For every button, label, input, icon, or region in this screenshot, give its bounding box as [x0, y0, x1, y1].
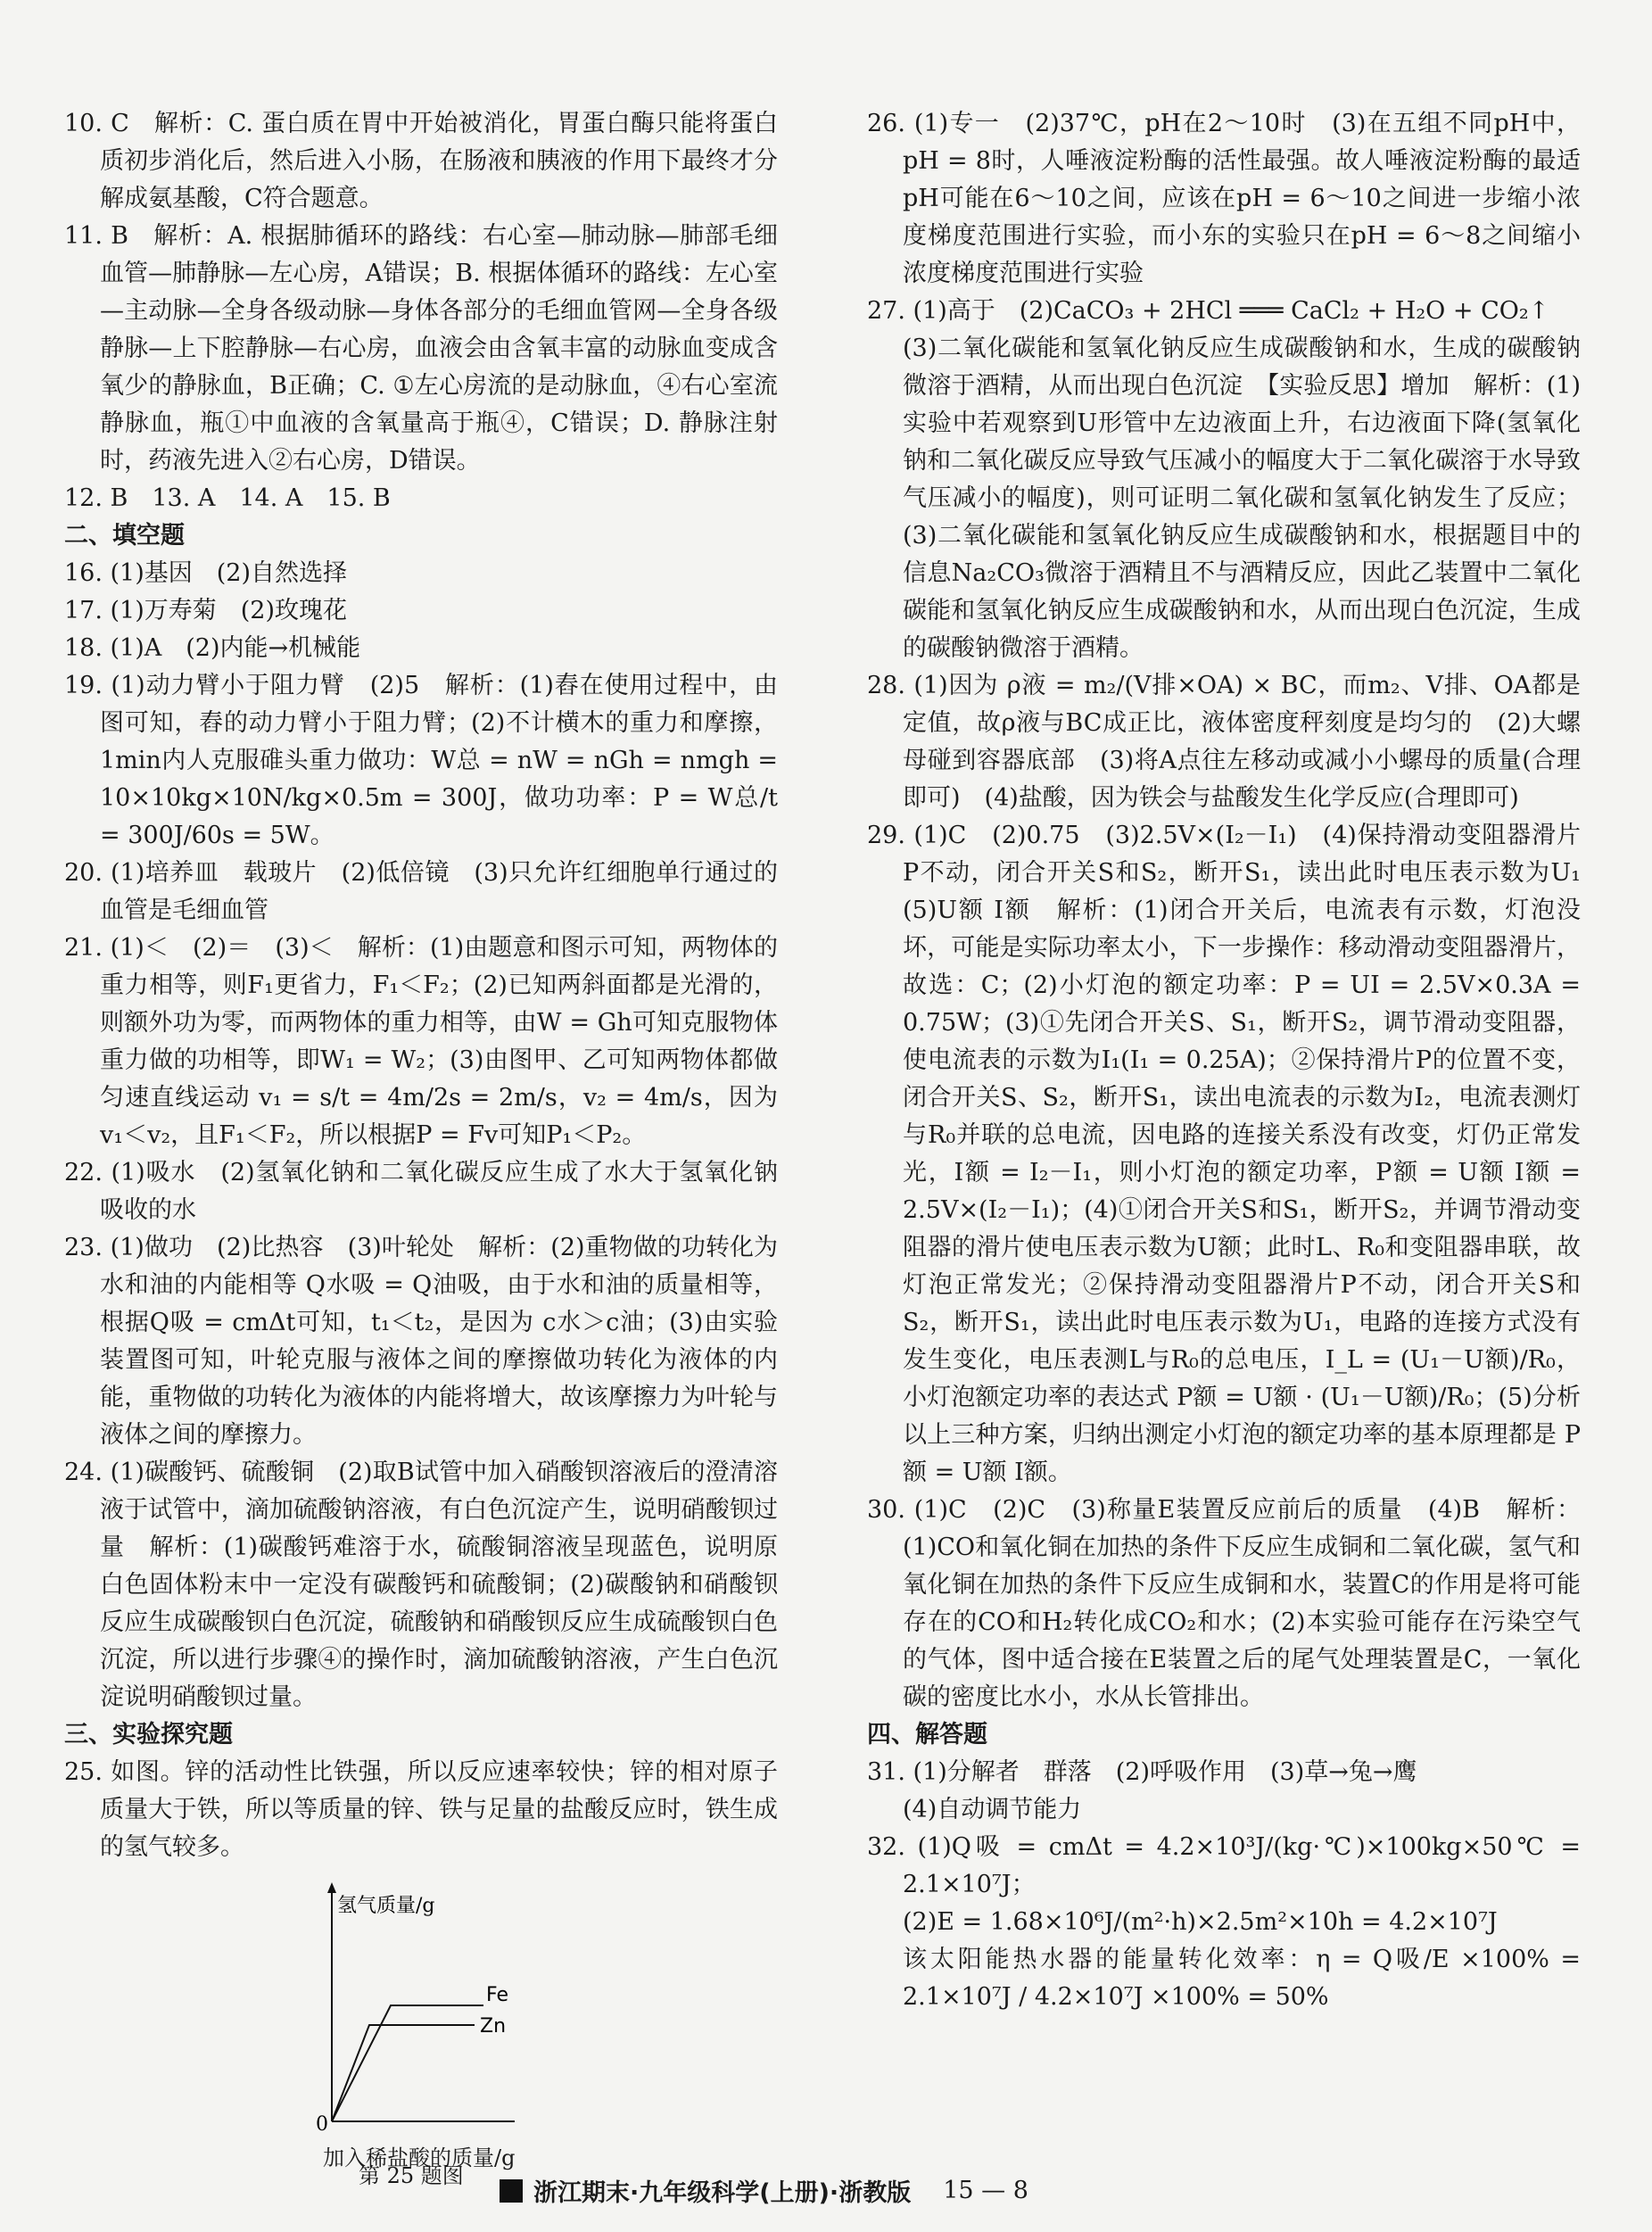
- answer-item: 26. (1)专一 (2)37℃，pH在2～10时 (3)在五组不同pH中，pH = 8时，人唾液淀粉酶的活性最强。故人唾液淀粉酶的最适pH可能在6～10之间，应该在pH = 6～10之间进一步缩小浓度梯度范围进行实验，而小东的实验只在pH = 6～8之间缩小浓度梯度范围进行实验: [867, 110, 1581, 287]
- figure-caption: 第 25 题图: [359, 2163, 464, 2188]
- answer-item: 32. (1)Q吸 = cmΔt = 4.2×10³J/(kg·℃)×100kg×50℃ = 2.1×10⁷J；: [867, 1833, 1581, 1898]
- answer-item: 24. (1)碳酸钙、硫酸铜 (2)取B试管中加入硝酸钡溶液后的澄清溶液于试管中，滴加硫酸钠溶液，有白色沉淀产生，说明硝酸钡过量 解析：(1)碳酸钙难溶于水，硫酸铜溶液呈现蓝色，说明原白色固体粉末中一定没有碳酸钙和硫酸铜；(2)碳酸钠和硝酸钡反应生成碳酸钡白色沉淀，硫酸钠和硝酸钡反应生成硫酸钡白色沉淀，所以进行步骤④的操作时，滴加硫酸钠溶液，产生白色沉淀说明硝酸钡过量。: [64, 1459, 778, 1711]
- page-footer: [500, 2173, 1177, 2208]
- page-number: 15 — 8: [943, 2177, 1028, 2204]
- answer-item: 30. (1)C (2)C (3)称量E装置反应前后的质量 (4)B 解析：(1)CO和氧化铜在加热的条件下反应生成铜和二氧化碳，氢气和氧化铜在加热的条件下反应生成铜和水，装置C的作用是将可能存在的CO和H₂转化成CO₂和水；(2)本实验可能存在污染空气的气体，图中适合接在E装置之后的尾气处理装置是C，一氧化碳的密度比水小，水从长管排出。: [867, 1496, 1581, 1711]
- answer-item: 22. (1)吸水 (2)氢氧化钠和二氧化碳反应生成了水大于氢氧化钠吸收的水: [64, 1159, 778, 1224]
- answer-item: 28. (1)因为 ρ液 = m₂/(V排×OA) × BC，而m₂、V排、OA都是定值，故ρ液与BC成正比，液体密度秤刻度是均匀的 (2)大螺母碰到容器底部 (3)将A点往左移动或减小小螺母的质量(合理即可) (4)盐酸，因为铁会与盐酸发生化学反应(合理即可): [867, 672, 1581, 812]
- footer-square-icon: [500, 2179, 523, 2203]
- fe-label: Fe: [486, 1984, 508, 2006]
- answer-item: 10. C 解析：C. 蛋白质在胃中开始被消化，胃蛋白酶只能将蛋白质初步消化后，然后进入小肠，在肠液和胰液的作用下最终才分解成氨基酸，C符合题意。: [64, 110, 778, 212]
- section-heading: 三、实验探究题: [64, 1721, 233, 1748]
- left-column: [64, 105, 778, 2195]
- zn-label: Zn: [480, 2015, 507, 2038]
- y-axis-label: 氢气质量/g: [337, 1895, 435, 1917]
- answer-item: 16. (1)基因 (2)自然选择: [64, 559, 348, 587]
- x-axis-label: 加入稀盐酸的质量/g: [323, 2145, 516, 2170]
- answer-item: 27. (1)高于 (2)CaCO₃ + 2HCl ═══ CaCl₂ + H₂O + CO₂↑: [867, 297, 1549, 325]
- answer-item: 18. (1)A (2)内能→机械能: [64, 634, 361, 662]
- section-heading: 二、填空题: [64, 522, 185, 550]
- answer-item: 21. (1)＜ (2)＝ (3)＜ 解析：(1)由题意和图示可知，两物体的重力相等，则F₁更省力，F₁＜F₂；(2)已知两斜面都是光滑的，则额外功为零，而两物体的重力相等，由W = Gh可知克服物体重力做的功相等，即W₁ = W₂；(3)由图甲、乙可知两物体都做匀速直线运动 v₁ = s/t = 4m/2s = 2m/s，v₂ = 4m/s，因为 v₁＜v₂，且F₁＜F₂，所以根据P = Fv可知P₁＜P₂。: [64, 934, 778, 1149]
- answer-item: 17. (1)万寿菊 (2)玫瑰花: [64, 597, 348, 624]
- answer-item: 19. (1)动力臂小于阻力臂 (2)5 解析：(1)舂在使用过程中，由图可知，舂的动力臂小于阻力臂；(2)不计横木的重力和摩擦，1min内人克服碓头重力做功：W总 = nW = nGh = nmgh = 10×10kg×10N/kg×0.5m = 300J，做功功率：P = W总/t = 300J/60s = 5W。: [64, 672, 778, 849]
- zn-line: [332, 2025, 475, 2121]
- origin-label: 0: [316, 2113, 328, 2136]
- footer-title: 浙江期末·九年级科学(上册)·浙教版: [533, 2179, 912, 2207]
- answer-item: 12. B 13. A 14. A 15. B: [64, 484, 391, 512]
- section-heading: 四、解答题: [867, 1721, 987, 1748]
- figure-25: [64, 1872, 778, 2170]
- answer-item: 20. (1)培养皿 载玻片 (2)低倍镜 (3)只允许红细胞单行通过的血管是毛细血管: [64, 859, 778, 924]
- answer-item: 29. (1)C (2)0.75 (3)2.5V×(I₂－I₁) (4)保持滑动变阻器滑片P不动，闭合开关S和S₂，断开S₁，读出此时电压表示数为U₁ (5)U额 I额 解析：(1)闭合开关后，电流表有示数，灯泡没坏，可能是实际功率太小，下一步操作：移动滑动变阻器滑片，故选：C；(2)小灯泡的额定功率：P = UI = 2.5V×0.3A = 0.75W；(3)①先闭合开关S、S₁，断开S₂，调节滑动变阻器，使电流表的示数为I₁(I₁ = 0.25A)；②保持滑片P的位置不变，闭合开关S、S₂，断开S₁，读出电流表的示数为I₂，电流表测灯与R₀并联的总电流，因电路的连接关系没有改变，灯仍正常发光，I额 = I₂－I₁，则小灯泡的额定功率，P额 = U额 I额 = 2.5V×(I₂－I₁)；(4)①闭合开关S和S₁，断开S₂，并调节滑动变阻器的滑片使电压表示数为U额；此时L、R₀和变阻器串联，故灯泡正常发光；②保持滑动变阻器滑片P不动，闭合开关S和S₂，断开S₁，读出此时电压表示数为U₁，电路的连接方式没有发生变化，电压表测L与R₀的总电压，I_L = (U₁－U额)/R₀，小灯泡额定功率的表达式 P额 = U额 · (U₁－U额)/R₀；(5)分析以上三种方案，归纳出测定小灯泡的额定功率的基本原理都是 P额 = U额 I额。: [867, 822, 1605, 1486]
- answer-continuation: (3)二氧化碳能和氢氧化钠反应生成碳酸钠和水，生成的碳酸钠微溶于酒精，从而出现白色沉淀 【实验反思】增加 解析：(1)实验中若观察到U形管中左边液面上升，右边液面下降(氢氧化钠和二氧化碳反应导致气压减小的幅度大于二氧化碳溶于水导致气压减小的幅度)，则可证明二氧化碳和氢氧化钠发生了反应；(3)二氧化碳能和氢氧化钠反应生成碳酸钠和水，根据题目中的信息Na₂CO₃微溶于酒精且不与酒精反应，因此乙装置中二氧化碳能和氢氧化钠反应生成碳酸钠和水，从而出现白色沉淀，生成的碳酸钠微溶于酒精。: [903, 335, 1581, 662]
- answer-continuation: (2)E = 1.68×10⁶J/(m²·h)×2.5m²×10h = 4.2×10⁷J: [903, 1908, 1498, 1936]
- y-axis-arrow-icon: [327, 1882, 336, 1893]
- hydrogen-mass-graph: [314, 1872, 519, 2139]
- answer-item: 11. B 解析：A. 根据肺循环的路线：右心室—肺动脉—肺部毛细血管—肺静脉—左心房，A错误；B. 根据体循环的路线：左心室—主动脉—全身各级动脉—身体各部分的毛细血管网—全身各级静脉—上下腔静脉—右心房，血液会由含氧丰富的动脉血变成含氧少的静脉血，B正确；C. ①左心房流的是动脉血，④右心室流静脉血，瓶①中血液的含氧量高于瓶④，C错误；D. 静脉注射时，药液先进入②右心房，D错误。: [64, 222, 778, 475]
- answer-continuation: 该太阳能热水器的能量转化效率：η = Q吸/E ×100% = 2.1×10⁷J / 4.2×10⁷J ×100% = 50%: [903, 1946, 1581, 2011]
- answer-item: 31. (1)分解者 群落 (2)呼吸作用 (3)草→兔→鹰: [867, 1758, 1417, 1786]
- answer-continuation: (4)自动调节能力: [903, 1796, 1082, 1823]
- right-column: [867, 105, 1605, 2016]
- answer-item: 23. (1)做功 (2)比热容 (3)叶轮处 解析：(2)重物做的功转化为水和油的内能相等 Q水吸 = Q油吸，由于水和油的质量相等，根据Q吸 = cmΔt可知，t₁＜t₂，是因为 c水＞c油；(3)由实验装置图可知，叶轮克服与液体之间的摩擦做功转化为液体的内能，重物做的功转化为液体的内能将增大，故该摩擦力为叶轮与液体之间的摩擦力。: [64, 1234, 778, 1449]
- answer-item: 25. 如图。锌的活动性比铁强，所以反应速率较快；锌的相对原子质量大于铁，所以等质量的锌、铁与足量的盐酸反应时，铁生成的氢气较多。: [64, 1758, 778, 1861]
